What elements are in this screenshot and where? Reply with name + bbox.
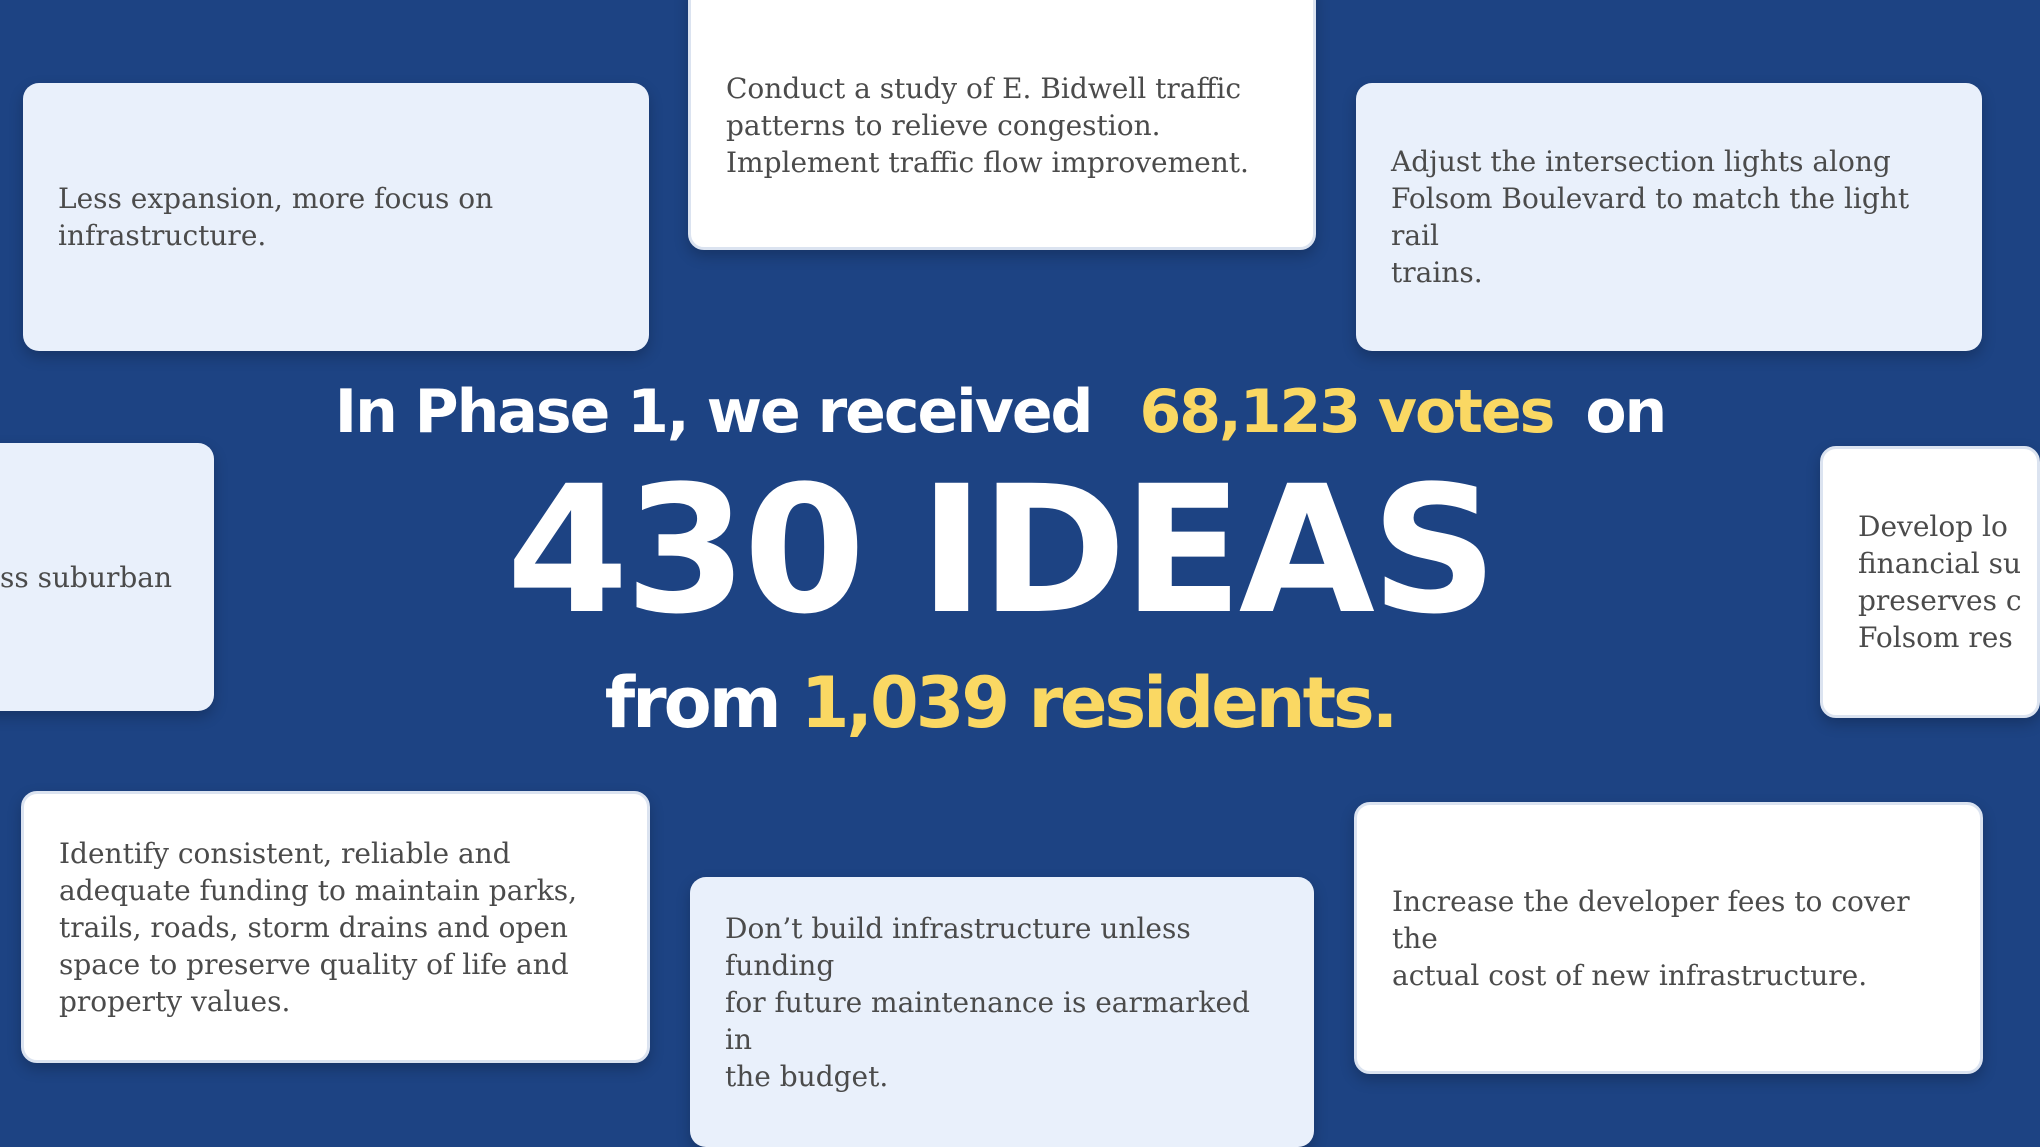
headline-suffix: on [1585, 377, 1666, 447]
idea-card-text: Adjust the intersection lights along Folsom Boulevard to match the light rail trains. [1391, 145, 1910, 289]
residents-count: 1,039 residents. [800, 662, 1396, 744]
idea-card-text: Less expansion, more focus on infrastructure. [58, 182, 494, 252]
idea-card-intersection-lights [1356, 83, 1982, 351]
votes-count: 68,123 votes [1139, 377, 1554, 447]
idea-card-text: Identify consistent, reliable and adequate funding to maintain parks, trails, roads, storm drains and open space to preserve quality of life and property values. [59, 836, 578, 1018]
idea-card-text: Increase the developer fees to cover the actual cost of new infrastructure. [1392, 884, 1910, 992]
ideas-count-title [0, 438, 2000, 664]
idea-card-dont-build [690, 877, 1314, 1147]
idea-card-bidwell-study [688, 0, 1316, 250]
headline-residents-line [0, 660, 2000, 746]
idea-card-less-expansion [23, 83, 649, 351]
idea-card-text: Conduct a study of E. Bidwell traffic patterns to relieve congestion. Implement traffic flow improvement. [726, 71, 1249, 179]
ideas-count: 430 IDEAS [506, 448, 1494, 653]
residents-prefix: from [604, 662, 779, 744]
headline-prefix: In Phase 1, we received [334, 377, 1092, 447]
idea-card-text: ss suburban [0, 560, 173, 594]
idea-card-text: Develop lo financial su preserves c Folsom res [1858, 510, 2022, 654]
idea-card-identify-funding [21, 791, 650, 1063]
idea-card-developer-fees [1354, 802, 1983, 1074]
idea-card-text: Don’t build infrastructure unless funding for future maintenance is earmarked in the budget. [725, 911, 1250, 1093]
